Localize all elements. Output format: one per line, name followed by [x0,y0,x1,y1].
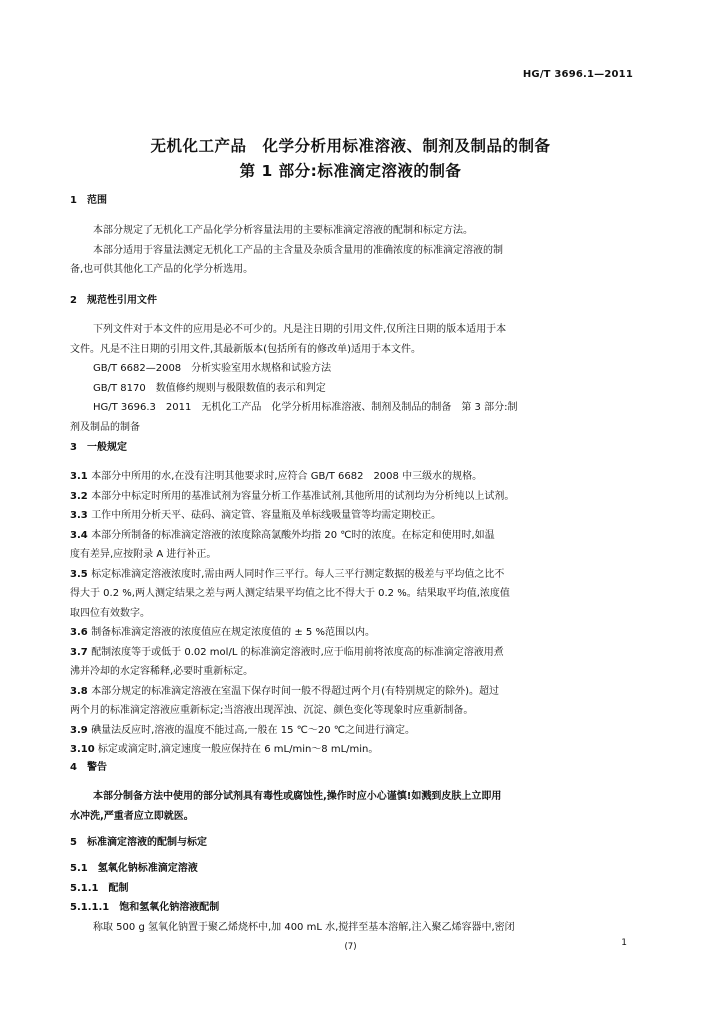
clause [70,565,636,585]
subsection-heading: 5.1.1 配制 [70,882,129,894]
section-5-body [70,859,636,937]
clause-number: 3.4 [70,529,88,541]
clause-continued: 得大于 0.2 %,两人测定结果之差与两人测定结果平均值之比不得大于 0.2 %。结果取平均值,浓度值 [70,588,510,599]
clause-number: 3.7 [70,646,88,658]
clause [70,487,636,507]
clause-text: 标定标准滴定溶液浓度时,需由两人同时作三平行。每人三平行测定数据的极差与平均值之比不 [91,568,505,580]
clause [70,623,636,643]
section-4 [70,758,636,778]
clause-continued: 取四位有效数字。 [70,607,150,619]
section-3-heading: 3 一般规定 [70,442,127,453]
paragraph-continued: 文件。凡是不注日期的引用文件,其最新版本(包括所有的修改单)适用于本文件。 [70,343,421,355]
clause-text: 本部分中所用的水,在没有注明其他要求时,应符合 GB/T 6682 2008 中三级水的规格。 [91,471,483,482]
subsection-heading: 5.1.1.1 饱和氢氧化钠溶液配制 [70,902,220,913]
section-5-heading: 5 标准滴定溶液的配制与标定 [70,837,207,848]
clause [70,467,636,487]
clause-text: 配制浓度等于或低于 0.02 mol/L 的标准滴定溶液时,应于临用前将浓度高的标准滴定溶液用煮 [91,646,504,658]
clause [70,526,636,546]
clause-text: 本部分所制备的标准滴定溶液的浓度除高氯酸外均指 20 ℃时的浓度。在标定和使用时,如温 [91,529,495,541]
clause [70,740,636,760]
clause [70,506,636,526]
clause-text: 本部分规定的标准滴定溶液在室温下保存时间一般不得超过两个月(有特别规定的除外)。超过 [91,685,499,697]
section-2 [70,291,636,311]
paragraph: 本部分规定了无机化工产品化学分析容量法用的主要标准滴定溶液的配制和标定方法。 [93,225,473,236]
standard-code: HG/T 3696.1—2011 [522,69,633,80]
clause-number: 3.6 [70,627,88,638]
subsection-heading: 5.1 氢氧化钠标准滴定溶液 [70,863,198,874]
paragraph: 下列文件对于本文件的应用是必不可少的。凡是注日期的引用文件,仅所注日期的版本适用于本 [93,324,507,335]
clause [70,682,636,702]
clause-text: 碘量法反应时,溶液的温度不能过高,一般在 15 ℃～20 ℃之间进行滴定。 [91,724,415,736]
warning-text-continued: 水冲洗,严重者应立即就医。 [70,810,194,822]
clause-continued: 沸并冷却的水定容稀释,必要时重新标定。 [70,666,254,677]
document-subtitle: 第 1 部分:标准滴定溶液的制备 [239,162,462,180]
clause-text: 本部分中标定时所用的基准试剂为容量分析工作基准试剂,其他所用的试剂均为分析纯以上试剂。 [91,490,515,502]
section-2-body [70,320,636,437]
clause-number: 3.10 [70,744,95,755]
clause-number: 3.5 [70,568,88,580]
clause [70,643,636,663]
page-number: 1 [621,938,627,948]
document-title: 无机化工产品 化学分析用标准溶液、制剂及制品的制备 [150,137,551,155]
reference-item: HG/T 3696.3 2011 无机化工产品 化学分析用标准溶液、制剂及制品的制备 第 3 部分:制 [93,402,518,413]
paragraph: 称取 500 g 氢氧化钠置于聚乙烯烧杯中,加 400 mL 水,搅拌至基本溶解,注入聚乙烯容器中,密闭 [93,921,515,933]
clause-continued: 度有差异,应按附录 A 进行补正。 [70,549,217,560]
warning-text: 本部分制备方法中使用的部分试剂具有毒性或腐蚀性,操作时应小心谨慎!如溅到皮肤上立即用 [93,791,502,802]
clause-text: 标定或滴定时,滴定速度一般应保持在 6 mL/min～8 mL/min。 [97,744,379,755]
clause-number: 3.9 [70,724,88,736]
clause [70,721,636,741]
clause-number: 3.1 [70,471,88,482]
section-1-body [70,221,636,280]
section-5 [70,833,636,853]
clause-text: 工作中所用分析天平、砝码、滴定管、容量瓶及单标线吸量管等均需定期校正。 [91,510,442,521]
paragraph: 本部分适用于容量法测定无机化工产品的主含量及杂质含量用的准确浓度的标准滴定溶液的制 [93,244,503,256]
reference-item: GB/T 8170 数值修约规则与极限数值的表示和判定 [93,382,326,394]
reference-item-continued: 剂及制品的制备 [70,421,140,433]
clause-number: 3.3 [70,510,88,521]
section-2-heading: 2 规范性引用文件 [70,295,157,306]
clause-continued: 两个月的标准滴定溶液应重新标定;当溶液出现浑浊、沉淀、颜色变化等现象时应重新制备。 [70,705,474,716]
section-4-body [70,787,636,826]
section-1 [70,191,636,211]
clause-number: 3.2 [70,490,88,502]
section-3 [70,438,636,458]
section-1-heading: 1 范围 [70,195,107,206]
page-label: (7) [344,942,357,952]
section-3-body [70,467,636,760]
section-4-heading: 4 警告 [70,762,107,773]
clause-number: 3.8 [70,685,88,697]
reference-item: GB/T 6682—2008 分析实验室用水规格和试验方法 [93,363,332,374]
clause-text: 制备标准滴定溶液的浓度值应在规定浓度值的 ± 5 %范围以内。 [91,627,375,638]
paragraph-continued: 备,也可供其他化工产品的化学分析选用。 [70,264,254,275]
